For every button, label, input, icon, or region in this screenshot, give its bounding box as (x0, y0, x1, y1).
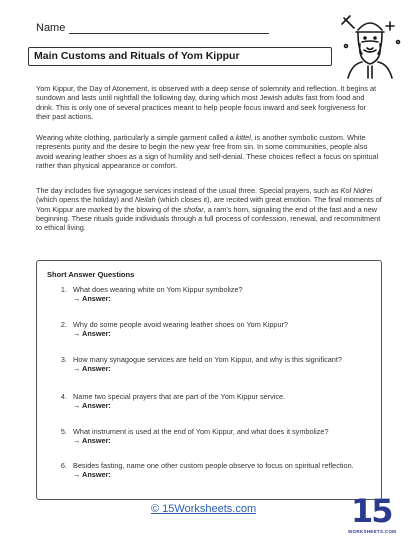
question-item (47, 427, 373, 446)
site-logo (348, 492, 397, 536)
footer-site-link[interactable]: © 15Worksheets.com (151, 503, 257, 515)
section-heading: Short Answer Questions (47, 270, 135, 279)
passage-paragraph-2 (36, 133, 382, 170)
logo-wordmark: WORKSHEETS.COM (348, 529, 397, 534)
logo-number: 15 (351, 492, 392, 530)
passage-paragraph-3 (36, 186, 382, 232)
question-text: How many synagogue services are held on Yom Kippur, and why is this significant? (73, 355, 342, 364)
question-number: 6. (60, 461, 67, 470)
answer-label[interactable]: → Answer: (73, 329, 111, 339)
answer-label[interactable]: → Answer: (73, 364, 111, 374)
passage-text: Yom Kippur, the Day of Atonement, is observed with a deep sense of solemnity and reflection. It begins at sundown and lasts until nightfall the following day, during which most Jewish adults fast from food and drink. This is only one of several practices meant to help people focus inward and seek forgiveness for their past actions. (36, 84, 377, 121)
worksheet-title-box (28, 47, 332, 66)
question-text: Besides fasting, name one other custom people observe to focus on spiritual reflection. (73, 461, 354, 470)
question-text: Name two special prayers that are part of the Yom Kippur service. (73, 392, 286, 401)
term-neilah: Neilah (134, 195, 156, 205)
page-title: Main Customs and Rituals of Yom Kippur (34, 50, 240, 62)
passage-text: , is another symbolic custom. White represents purity and the desire to begin the new year free from sin. In some communities, people also avoid wearing leather shoes as a sign of humility and self-denial. These choices reflect a focus on spiritual rather than physical appearance or comfort. (36, 133, 379, 170)
passage-paragraph-1 (36, 84, 382, 121)
question-number: 5. (60, 427, 67, 436)
question-text: What instrument is used at the end of Yom Kippur, and what does it symbolize? (73, 427, 329, 436)
short-answer-section (36, 260, 382, 500)
answer-label[interactable]: → Answer: (73, 436, 111, 446)
term-kol-nidrei: Kol Nidrei (340, 186, 373, 195)
question-number: 3. (60, 355, 67, 364)
question-item (47, 285, 373, 304)
question-item (47, 392, 373, 411)
answer-label[interactable]: → Answer: (73, 470, 111, 480)
passage-text: , a ram's horn, signaling the end of the fast and a new beginning. These rituals guide individuals through a full process of confession, renewal, and recommitment to ethical living. (36, 204, 381, 233)
question-text: Why do some people avoid wearing leather shoes on Yom Kippur? (73, 320, 288, 329)
passage-text: Wearing white clothing, particularly a simple garment called a (36, 133, 236, 142)
name-field-row (36, 22, 269, 34)
rabbi-portrait-icon (334, 8, 406, 80)
question-item (47, 320, 373, 339)
question-text: What does wearing white on Yom Kippur symbolize? (73, 285, 243, 294)
name-input-line[interactable] (69, 23, 269, 34)
question-number: 2. (60, 320, 67, 329)
passage-text: The day includes five synagogue services instead of the usual three. Special prayers, such as (36, 186, 341, 195)
term-kittel: kittel (235, 133, 251, 142)
question-item (47, 355, 373, 374)
answer-label[interactable]: → Answer: (73, 401, 111, 411)
question-number: 4. (60, 392, 67, 401)
question-number: 1. (60, 285, 67, 294)
name-label: Name (36, 22, 66, 34)
passage-text: (which closes it), are recited with great emotion. The final moments of Yom Kippur are marked by the blowing of the (36, 195, 382, 214)
answer-label[interactable]: → Answer: (73, 294, 111, 304)
term-shofar: shofar (183, 204, 204, 214)
passage-text: (which opens the holiday) and (36, 195, 135, 205)
question-item (47, 461, 373, 480)
